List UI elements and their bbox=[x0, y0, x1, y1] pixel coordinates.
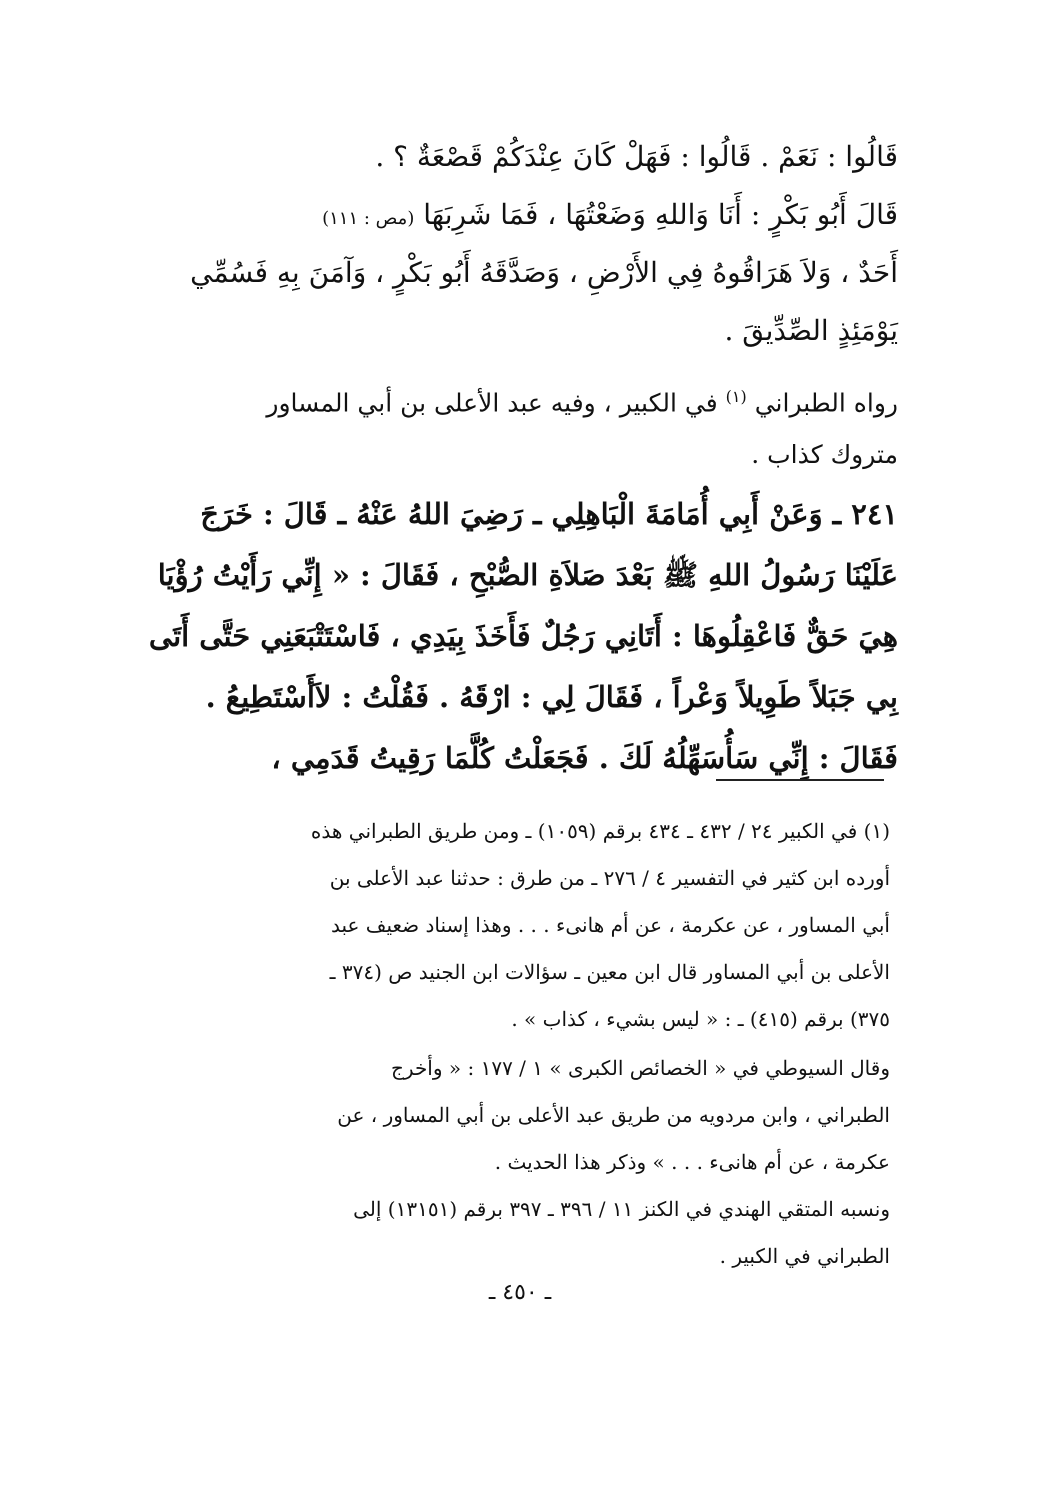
main-line-5-end: في الكبير ، وفيه عبد الأعلى بن أبي المساور bbox=[266, 388, 718, 418]
main-line-7: ٢٤١ ـ وَعَنْ أَبِي أُمَامَةَ الْبَاهِلِي ـ رَضِيَ اللهُ عَنْهُ ـ قَالَ : خَرَجَ bbox=[200, 497, 898, 531]
footnote-line-6: وقال السيوطي في « الخصائص الكبرى » ١ / ١٧٧ : « وأخرج bbox=[391, 1056, 890, 1080]
footnote-line-4: الأعلى بن أبي المساور قال ابن معين ـ سؤالات ابن الجنيد ص (٣٧٤ ـ bbox=[329, 960, 890, 984]
footnote-line-9: ونسبه المتقي الهندي في الكنز ١١ / ٣٩٦ ـ ٣٩٧ برقم (١٣١٥١) إلى bbox=[353, 1197, 890, 1221]
main-line-3: أَحَدٌ ، وَلاَ هَرَاقُوهُ فِي الأَرْضِ ، وَصَدَّقَهُ أَبُو بَكْرٍ ، وَآمَنَ بِهِ فَسُمِّي bbox=[190, 256, 898, 289]
footnote-line-8: عكرمة ، عن أم هانىء . . . » وذكر هذا الحديث . bbox=[494, 1150, 890, 1174]
main-line-1: قَالُوا : نَعَمْ . قَالُوا : فَهَلْ كَانَ عِنْدَكُمْ قَصْعَةٌ ؟ . bbox=[375, 140, 898, 173]
footnote-separator bbox=[716, 779, 884, 781]
main-line-9: هِيَ حَقٌّ فَاعْقِلُوهَا : أَتَانِي رَجُلٌ فَأَخَذَ بِيَدِي ، فَاسْتَتْبَعَنِي حَتَّى أَتَى bbox=[148, 619, 898, 653]
footnote-line-3: أبي المساور ، عن عكرمة ، عن أم هانىء . . . وهذا إسناد ضعيف عبد bbox=[330, 913, 890, 937]
main-line-11: فَقَالَ : إِنِّي سَأُسَهِّلُهُ لَكَ . فَجَعَلْتُ كُلَّمَا رَقِيتُ قَدَمِي ، bbox=[271, 741, 898, 775]
margin-note: (مص : ١١١) bbox=[322, 208, 415, 229]
footnote-line-10: الطبراني في الكبير . bbox=[719, 1244, 890, 1268]
footnote-reference: (١) bbox=[725, 387, 747, 406]
footnote-line-5: ٣٧٥) برقم (٤١٥) ـ : « ليس بشيء ، كذاب » . bbox=[511, 1007, 890, 1031]
main-line-2 bbox=[198, 186, 898, 244]
main-line-6: متروك كذاب . bbox=[751, 440, 898, 469]
main-line-2-text: قَالَ أَبُو بَكْرٍ : أَنَا وَاللهِ وَضَعْتُهَا ، فَمَا شَرِبَهَا bbox=[423, 198, 898, 231]
footnotes-block bbox=[150, 808, 890, 1280]
main-line-5-start: رواه الطبراني bbox=[754, 388, 898, 418]
footnote-line-2: أورده ابن كثير في التفسير ٤ / ٢٧٦ ـ من طرق : حدثنا عبد الأعلى بن bbox=[329, 866, 890, 890]
footnote-line-7: الطبراني ، وابن مردويه من طريق عبد الأعلى بن أبي المساور ، عن bbox=[337, 1103, 890, 1127]
footnote-line-1: (١) في الكبير ٢٤ / ٤٣٢ ـ ٤٣٤ برقم (١٠٥٩) ـ ومن طريق الطبراني هذه bbox=[310, 819, 890, 843]
main-line-5 bbox=[198, 368, 898, 426]
main-text-block bbox=[148, 128, 898, 789]
main-line-8: عَلَيْنَا رَسُولُ اللهِ ﷺ بَعْدَ صَلاَةِ الصُّبْحِ ، فَقَالَ : « إِنِّي رَأَيْتُ رُؤْيَا bbox=[157, 558, 898, 592]
page-number: ـ ٤٥٠ ـ bbox=[488, 1280, 552, 1305]
main-line-10: بِي جَبَلاً طَوِيلاً وَعْراً ، فَقَالَ لِي : ارْقَهُ . فَقُلْتُ : لاَأَسْتَطِيعُ . bbox=[205, 680, 898, 714]
main-line-4: يَوْمَئِذٍ الصِّدِّيقَ . bbox=[724, 314, 898, 347]
